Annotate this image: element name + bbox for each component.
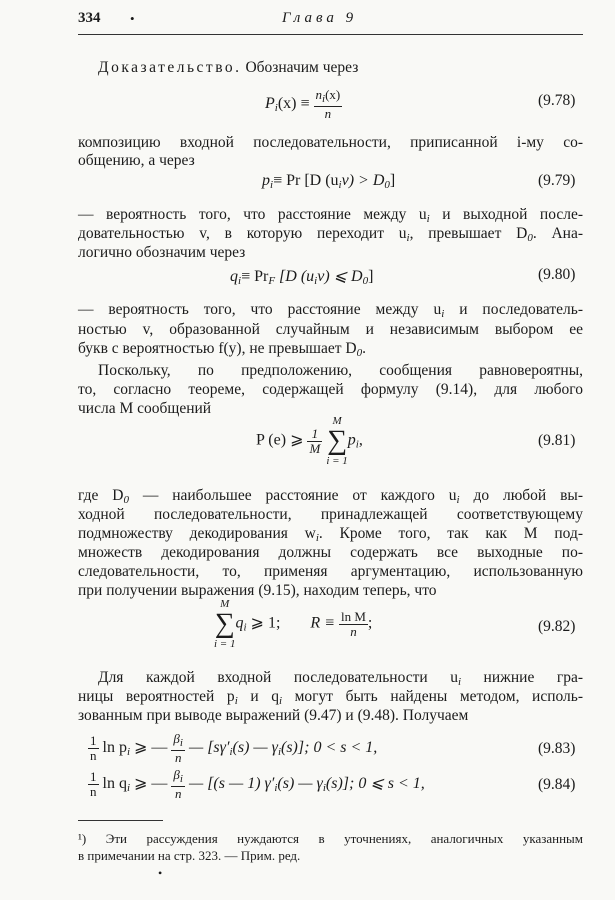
equation-9-78: $P_i(x)$ ≡ $\frac{n_i(x)}{n}$ bbox=[265, 87, 341, 121]
equation-9-83: $\frac{1}{n}$ $\ln p_i$ ⩾ — $\frac{\beta_i}{n}$ — [$s\gamma'_i(s)$ — $\gamma_i(s)$]; 0 < s < 1, bbox=[90, 731, 378, 765]
footnote-line: в примечании на стр. 323. — Прим. ред. bbox=[78, 848, 301, 863]
para-line: где $D_0$ — наибольшее расстояние от каждого $u_i$ до любой вы- bbox=[78, 487, 584, 506]
eq-number-9-79: (9.79) bbox=[538, 172, 576, 189]
para-line: подмножеству декодирования $w_i$. Кроме того, так как M под- bbox=[78, 525, 583, 544]
equation-9-81: P (e) ⩾ $\frac{1}{M}$ M ∑ $i = 1p_i$, bbox=[256, 415, 363, 467]
eq-number-9-83: (9.83) bbox=[538, 740, 576, 757]
para-line: зованным при выводе выражений (9.47) и (9.48). Получаем bbox=[78, 707, 469, 724]
para-line: букв с вероятностью f(y), не превышает $D_0$. bbox=[78, 340, 366, 359]
para-line: композицию входной последовательности, приписанной i-му со- bbox=[78, 134, 583, 151]
bottom-mark: • bbox=[158, 866, 163, 880]
footnote-line: ¹) Эти рассуждения нуждаются в уточнениях, аналогичных указанным bbox=[78, 831, 583, 846]
equation-9-82: M ∑ $i = 1q_i$ ⩾ 1; R ≡ $\frac{\text{ln M}}{n}$ ; bbox=[214, 598, 373, 650]
eq-number-9-82: (9.82) bbox=[538, 618, 576, 635]
summation: M ∑ i = 1 bbox=[214, 598, 236, 650]
para-line: логично обозначим через bbox=[78, 244, 246, 261]
para-line: следовательности, то, применяя аргументацию, использованную bbox=[78, 563, 583, 580]
para-line: числа M сообщений bbox=[78, 400, 212, 417]
eq-number-9-78: (9.78) bbox=[538, 92, 576, 109]
equation-9-79: $p_i\equiv Pr$ [D $(u_iv) > D_0$] bbox=[262, 172, 396, 191]
para-line: ностью v, образованной случайным и независимым выбором ее bbox=[78, 321, 583, 338]
para-line: при получении выражения (9.15), находим теперь, что bbox=[78, 582, 437, 599]
summation: M ∑ i = 1 bbox=[326, 415, 348, 467]
para-proof bbox=[98, 58, 583, 78]
proof-lead: Доказательство. bbox=[98, 59, 242, 76]
proof-rest: Обозначим через bbox=[241, 59, 359, 76]
page-number: 334 bbox=[78, 10, 101, 26]
chapter-title: Глава 9 bbox=[282, 10, 358, 26]
eq-number-9-81: (9.81) bbox=[538, 432, 576, 449]
eq-number-9-80: (9.80) bbox=[538, 266, 576, 283]
header-rule bbox=[78, 34, 583, 35]
equation-9-84: $\frac{1}{n}$ $\ln q_i$ ⩾ — $\frac{\beta_i}{n}$ — [(s — 1) $\gamma'_i(s)$ — $\gamma_i(s)$]; 0 ⩽ s < 1, bbox=[90, 767, 425, 801]
para-line: — вероятность того, что расстояние между $u_i$ и выходной после- bbox=[78, 206, 583, 225]
para-line: ницы вероятностей $p_i$ и $q_i$ могут быть найдены методом, исполь- bbox=[78, 688, 583, 707]
para-line: Для каждой входной последовательности $u_i$ нижние гра- bbox=[98, 669, 584, 688]
para-line: довательностью v, в которую переходит $u_i$, превышает $D_0$. Ана- bbox=[78, 225, 583, 244]
eq-number-9-84: (9.84) bbox=[538, 776, 576, 793]
para-line: множеств декодирования должны содержать все выходные по- bbox=[78, 544, 583, 561]
para-line: ходной последовательности, принадлежащей соответствующему bbox=[78, 506, 583, 523]
para-line: — вероятность того, что расстояние между $u_i$ и последователь- bbox=[78, 301, 583, 320]
equation-9-80: $q_i\equiv Pr_F$ [D $(u_iv)$ ⩽ $D_0$] bbox=[230, 268, 374, 287]
para-line: общению, а через bbox=[78, 152, 195, 169]
para-line: то, согласно теореме, содержащей формулу (9.14), для любого bbox=[78, 381, 583, 398]
footnote-rule bbox=[78, 820, 163, 821]
para-line: Поскольку, по предположению, сообщения равновероятны, bbox=[98, 362, 583, 379]
header-mark: • bbox=[130, 11, 135, 26]
